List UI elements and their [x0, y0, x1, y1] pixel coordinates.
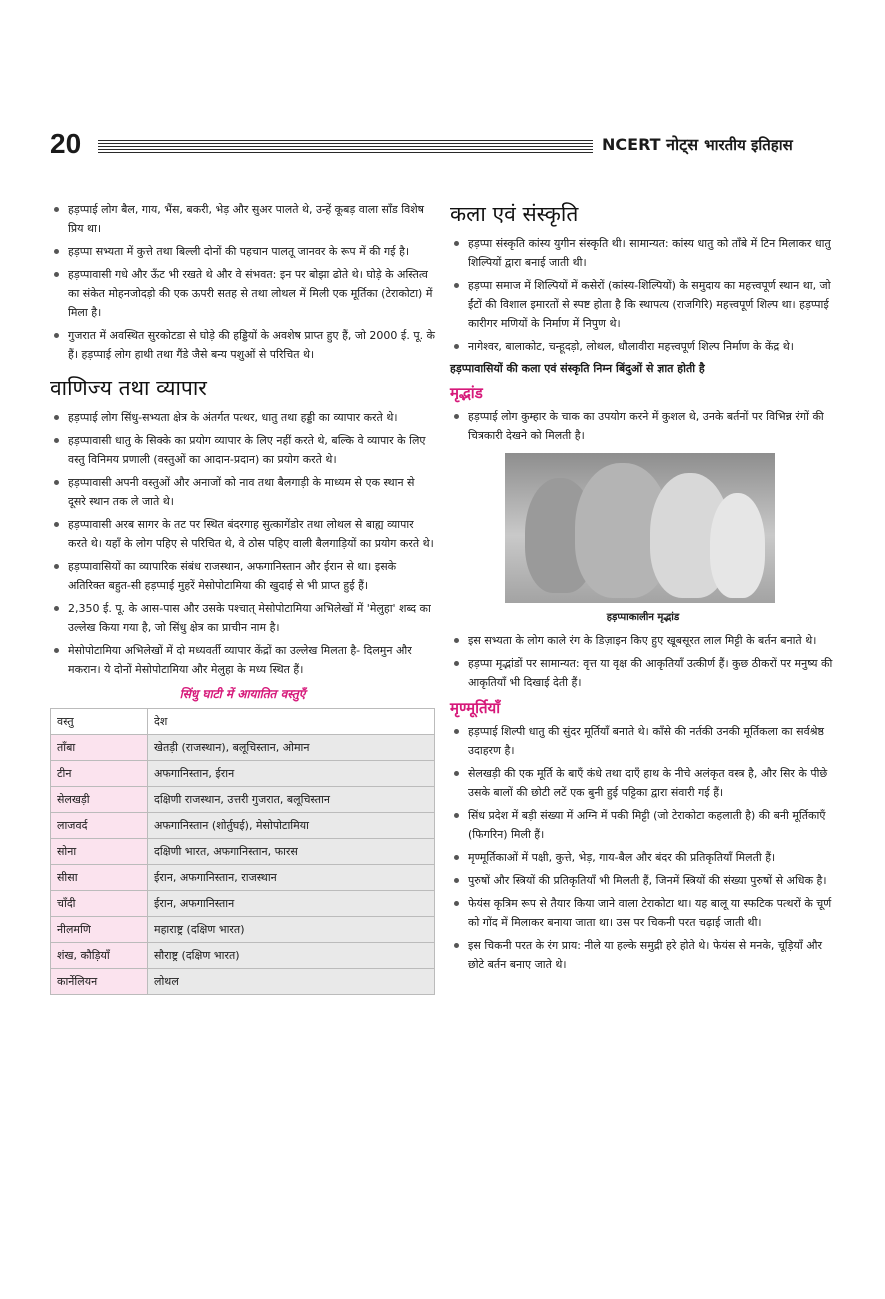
table-row	[51, 891, 435, 917]
brand-title	[602, 133, 793, 155]
table-row	[51, 969, 435, 995]
bullet-item: हड़प्पावासियों का व्यापारिक संबंध राजस्थान, अफगानिस्तान और ईरान से था। इसके अतिरिक्त बहुत-सी हड़प्पाई मुहरें मेसोपोटामिया की खुदाई से भी प्राप्त हुई हैं।	[50, 557, 435, 595]
bullet-item: मृण्मूर्तिकाओं में पक्षी, कुत्ते, भेड़, गाय-बैल और बंदर की प्रतिकृतियाँ मिलती हैं।	[450, 848, 836, 867]
imports-table	[50, 708, 435, 995]
bullet-item: सेलखड़ी की एक मूर्ति के बाएँ कंधे तथा दाएँ हाथ के नीचे अलंकृत वस्त्र है, और सिर के पीछे उसके बालों की छोटी लटें एक बुनी हुई पट्टिका द्वारा संवारी गई हैं।	[450, 764, 836, 802]
bullet-item: हड़प्पावासी गधे और ऊँट भी रखते थे और वे संभवत: इन पर बोझा ढोते थे। घोड़े के अस्तित्व का संकेत मोहनजोदड़ो की एक ऊपरी सतह से तथा लोथल में मिली एक मूर्तिका (टेराकोटा) में मिला है।	[50, 265, 435, 322]
bullet-item: इस सभ्यता के लोग काले रंग के डिज़ाइन किए हुए खूबसूरत लाल मिट्टी के बर्तन बनाते थे।	[450, 631, 836, 650]
bullet-item: हड़प्पावासी अपनी वस्तुओं और अनाजों को नाव तथा बैलगाड़ी के माध्यम से एक स्थान से दूसरे स्थान तक ले जाते थे।	[50, 473, 435, 511]
bullet-item: फेयंस कृत्रिम रूप से तैयार किया जाने वाला टेराकोटा था। यह बालू या स्फटिक पत्थरों के चूर्ण को गोंद में मिलाकर बनाया जाता था। उस पर चिकनी परत चढ़ाई जाती थी।	[450, 894, 836, 932]
brand-name: NCERT नोट्स	[602, 135, 699, 154]
trade-heading: वाणिज्य तथा व्यापार	[50, 376, 207, 400]
pottery-bullet-list	[450, 407, 836, 445]
bullet-item: हड़प्पा सभ्यता में कुत्ते तथा बिल्ली दोनों की पहचान पालतू जानवर के रूप में की गई है।	[50, 242, 435, 261]
table-header-cell: वस्तु	[51, 709, 148, 735]
table-header-row	[51, 709, 435, 735]
country-cell: लोथल	[148, 969, 435, 995]
bullet-item: हड़प्पा संस्कृति कांस्य युगीन संस्कृति थी। सामान्यत: कांस्य धातु को ताँबे में टिन मिलाकर धातु शिल्पियों द्वारा बनाई जाती थी।	[450, 234, 836, 272]
table-row	[51, 761, 435, 787]
right-column	[450, 200, 836, 978]
bullet-item: हड़प्पाई लोग बैल, गाय, भैंस, बकरी, भेड़ और सुअर पालते थे, उन्हें कूबड़ वाला साँड विशेष प्रिय था।	[50, 200, 435, 238]
bullet-item: हड़प्पाई शिल्पी धातु की सुंदर मूर्तियाँ बनाते थे। काँसे की नर्तकी उनकी मूर्तिकला का सर्वश्रेष्ठ उदाहरण है।	[450, 722, 836, 760]
art-heading: कला एवं संस्कृति	[450, 202, 579, 226]
subject-name: भारतीय इतिहास	[704, 136, 793, 154]
item-cell: कार्नेलियन	[51, 969, 148, 995]
item-cell: सोना	[51, 839, 148, 865]
table-row	[51, 735, 435, 761]
intro-line: हड़प्पावासियों की कला एवं संस्कृति निम्न बिंदुओं से ज्ञात होती है	[450, 362, 705, 375]
country-cell: दक्षिणी भारत, अफगानिस्तान, फारस	[148, 839, 435, 865]
bullet-item: इस चिकनी परत के रंग प्राय: नीले या हल्के समुद्री हरे होते थे। फेयंस से मनके, चूड़ियाँ और छोटे बर्तन बनाए जाते थे।	[450, 936, 836, 974]
country-cell: ईरान, अफगानिस्तान	[148, 891, 435, 917]
bullet-item: हड़प्पा मृद्भांडों पर सामान्यत: वृत्त या वृक्ष की आकृतियाँ उत्कीर्ण हैं। कुछ ठीकरों पर मनुष्य की आकृतियाँ भी दिखाई देती हैं।	[450, 654, 836, 692]
pottery-photo	[505, 453, 775, 603]
bullet-item: हड़प्पा समाज में शिल्पियों में कसेरों (कांस्य-शिल्पियों) के समुदाय का महत्त्वपूर्ण स्थान था, जो ईंटों की विशाल इमारतों से स्पष्ट होता है कि स्थापत्य (राजगिरि) महत्त्वपूर्ण शिल्प था। हड़प्पाई कारीगर मणियों के निर्माण में निपुण थे।	[450, 276, 836, 333]
item-cell: चाँदी	[51, 891, 148, 917]
page-number: 20	[50, 128, 82, 159]
bullet-item: पुरुषों और स्त्रियों की प्रतिकृतियाँ भी मिलती हैं, जिनमें स्त्रियों की संख्या पुरुषों से अधिक है।	[450, 871, 836, 890]
table-row	[51, 839, 435, 865]
country-cell: महाराष्ट्र (दक्षिण भारत)	[148, 917, 435, 943]
item-cell: ताँबा	[51, 735, 148, 761]
bullet-item: सिंध प्रदेश में बड़ी संख्या में अग्नि में पकी मिट्टी (जो टेराकोटा कहलाती है) की बनी मूर्तिकाएँ (फिगरिन) मिली हैं।	[450, 806, 836, 844]
country-cell: दक्षिणी राजस्थान, उत्तरी गुजरात, बलूचिस्तान	[148, 787, 435, 813]
country-cell: अफगानिस्तान, ईरान	[148, 761, 435, 787]
pottery-detail-list	[450, 631, 836, 692]
country-cell: खेतड़ी (राजस्थान), बलूचिस्तान, ओमान	[148, 735, 435, 761]
bullet-item: गुजरात में अवस्थित सुरकोटडा से घोड़े की हड्डियों के अवशेष प्राप्त हुए हैं, जो 2000 ई. पू. के हैं। हड़प्पाई लोग हाथी तथा गैंडे जैसे बन्य पशुओं से परिचित थे।	[50, 326, 435, 364]
bullet-item: हड़प्पावासी धातु के सिक्के का प्रयोग व्यापार के लिए नहीं करते थे, बल्कि वे व्यापार के लिए वस्तु विनिमय प्रणाली (वस्तुओं का आदान-प्रदान) का प्रयोग करते थे।	[50, 431, 435, 469]
country-cell: सौराष्ट्र (दक्षिण भारत)	[148, 943, 435, 969]
photo-caption: हड़प्पाकालीन मृद्भांड	[606, 612, 680, 623]
table-row	[51, 813, 435, 839]
item-cell: टीन	[51, 761, 148, 787]
item-cell: लाजवर्द	[51, 813, 148, 839]
table-row	[51, 917, 435, 943]
trade-bullet-list	[50, 408, 435, 679]
table-row	[51, 787, 435, 813]
terracotta-heading: मृण्मूर्तियाँ	[450, 699, 501, 717]
table-row	[51, 943, 435, 969]
bullet-item: हड़प्पावासी अरब सागर के तट पर स्थित बंदरगाह सुत्कागेंडोर तथा लोथल से बाह्य व्यापार करते थे। यहाँ के लोग पहिए से परिचित थे, वे ठोस पहिए वाली बैलगाड़ियों का प्रयोग करते थे।	[50, 515, 435, 553]
table-header-cell: देश	[148, 709, 435, 735]
bullet-item: मेसोपोटामिया अभिलेखों में दो मध्यवर्ती व्यापार केंद्रों का उल्लेख मिलता है- दिलमुन और मकरान। ये दोनों मेसोपोटामिया और मेलुहा के मध्य स्थित हैं।	[50, 641, 435, 679]
table-title: सिंधु घाटी में आयातित वस्तुएँ	[179, 687, 306, 701]
item-cell: सेलखड़ी	[51, 787, 148, 813]
table-row	[51, 865, 435, 891]
item-cell: शंख, कौड़ियाँ	[51, 943, 148, 969]
left-column	[50, 200, 435, 995]
terracotta-bullet-list	[450, 722, 836, 974]
pottery-heading: मृद्भांड	[450, 384, 483, 402]
bullet-item: हड़प्पाई लोग सिंधु-सभ्यता क्षेत्र के अंतर्गत पत्थर, धातु तथा हड्डी का व्यापार करते थे।	[50, 408, 435, 427]
item-cell: सीसा	[51, 865, 148, 891]
bullet-item: हड़प्पाई लोग कुम्हार के चाक का उपयोग करने में कुशल थे, उनके बर्तनों पर विभिन्न रंगों की चित्रकारी देखने को मिलती है।	[450, 407, 836, 445]
country-cell: अफगानिस्तान (शोर्तुघई), मेसोपोटामिया	[148, 813, 435, 839]
item-cell: नीलमणि	[51, 917, 148, 943]
bullet-item: नागेश्वर, बालाकोट, चन्हूदड़ो, लोथल, धौलावीरा महत्त्वपूर्ण शिल्प निर्माण के केंद्र थे।	[450, 337, 836, 356]
art-bullet-list	[450, 234, 836, 356]
country-cell: ईरान, अफगानिस्तान, राजस्थान	[148, 865, 435, 891]
bullet-item: 2,350 ई. पू. के आस-पास और उसके पश्चात् मेसोपोटामिया अभिलेखों में 'मेलुहा' शब्द का उल्लेख किया गया है, जो सिंधु क्षेत्र का प्राचीन नाम है।	[50, 599, 435, 637]
animal-bullet-list	[50, 200, 435, 364]
